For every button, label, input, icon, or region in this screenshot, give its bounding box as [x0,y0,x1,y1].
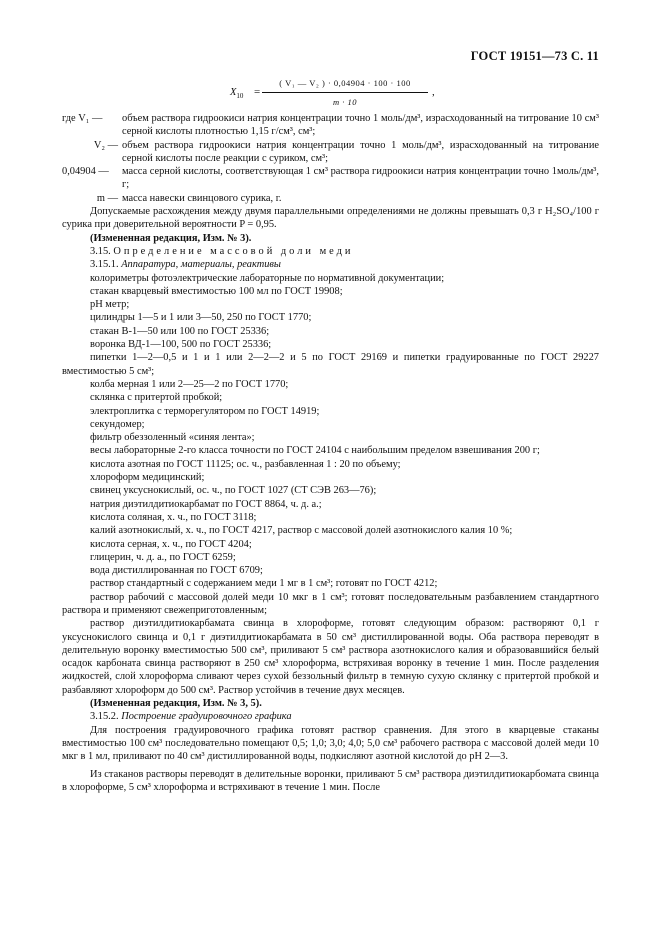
list-item: колориметры фотоэлектрические лабораторные по нормативной документации; [90,272,445,284]
amendment-note: (Измененная редакция, Изм. № 3). [90,232,252,244]
list-item: раствор стандартный с содержанием меди 1 мг в 1 см³; готовят по ГОСТ 4212; [90,578,438,590]
section-number: 3.15. [90,245,111,257]
section-3-15-1-heading [62,258,599,271]
list-item: весы лабораторные 2-го класса точности по ГОСТ 24104 с наибольшим пределом взвешивания 200 г; [90,445,540,457]
section-title: Определение массовой доли меди [113,245,354,257]
definition-text: масса серной кислоты, соответствующая 1 см³ раствора гидроокиси натрия концентрации точно 1моль/дм³, г; [122,166,599,191]
list-item: колба мерная 1 или 2—25—2 по ГОСТ 1770; [90,378,289,390]
section-number: 3.15.2. [90,711,119,723]
formula-fraction-bar [262,92,428,93]
formula-comma: , [432,86,435,98]
definition-term: 0,04904 — [62,166,109,178]
definition-text: объем раствора гидроокиси натрия концентрации точно 1 моль/дм³, израсходованный на титрование серной кислоты после реакции с суриком, см³; [122,139,599,164]
document-body [62,112,599,794]
section-title: Аппаратура, материалы, реактивы [121,259,281,271]
section-3-15-2-heading [62,710,599,723]
list-item: раствор рабочий с массовой долей меди 10 мкг в 1 см³; готовят последовательным разбавлением стандартного раствора и применяют свежеприготовленным; [62,591,599,616]
list-item: пипетки 1—2—0,5 и 1 и 1 или 2—2—2 и 5 по ГОСТ 29169 и пипетки градуированные по ГОСТ 29227 вместимостью 5 см³; [62,352,599,377]
list-item: фильтр обеззоленный «синяя лента»; [90,432,255,444]
list-item: хлороформ медицинский; [90,472,205,484]
formula-denominator: m · 10 [332,97,357,107]
calibration-paragraph: Для построения градуировочного графика готовят раствор сравнения. Для этого в кварцевые стаканы вместимостью 100 см³ последовательно помещают 0,5; 1,0; 3,0; 4,0; 5,0 см³ рабочего раствора с массовой долей меди 10 мкг в 1 мл, приливают по 40 см³ дистиллированной воды, подкисляют азотной кислотой до pH 2—3. [62,724,599,763]
definition-term: где V₁ — [62,113,103,124]
list-item: воронка ВД-1—100, 500 по ГОСТ 25336; [90,339,272,351]
definition-m [62,192,599,205]
definition-v1 [62,112,599,139]
list-item: pH метр; [90,299,130,311]
page-header: ГОСТ 19151—73 С. 11 [470,49,599,63]
list-item: секундомер; [90,418,145,430]
section-number: 3.15.1. [90,259,119,271]
section-title: Построение градуировочного графика [121,711,292,723]
formula-lhs: $X_{10}$ [230,87,244,101]
list-item: склянка с притертой пробкой; [90,392,223,404]
list-item: свинец уксуснокислый, ос. ч., по ГОСТ 1027 (СТ СЭВ 263—76); [90,485,377,497]
definition-text: масса навески свинцового сурика, г. [122,192,282,204]
list-item: калий азотнокислый, х. ч., по ГОСТ 4217, раствор с массовой долей азотнокислого калия 10 %; [90,525,513,537]
definition-text: объем раствора гидроокиси натрия концентрации точно 1 моль/дм³, израсходованный на титрование 10 см³ серной кислоты плотностью 1,15 г/см³, см³; [122,113,599,138]
formula-equals: = [254,86,261,98]
definition-term: m — [96,192,118,204]
list-item: кислота азотная по ГОСТ 11125; ос. ч., разбавленная 1 : 20 по объему; [90,458,401,470]
tolerance-paragraph: Допускаемые расхождения между двумя параллельными определениями не должны превышать 0,3 г H₂SO₄/100 г сурика при доверительной вероятности P = 0,95. [62,206,599,231]
list-item: раствор диэтилдитиокарбамата свинца в хлороформе, готовят следующим образом: растворяют 0,1 г уксуснокислого свинца и 0,1 г диэтилдитиокарбамата в 50 см³ дистиллированной воды. Оба раствора переводят в делительную воронку вместимостью 500 см³, приливают 5 см³ раствора азотнокислого калия и образовавшийся белый осадок карбоната свинца растворяют в 250 см³ хлороформа, встряхивая воронку в течение 1 мин. После разделения жидкостей, слой хлороформа сливают через сухой беззольный фильтр в темную сухую склянку с притертой пробкой и разбавляют хлороформ до 500 см³. Раствор устойчив в течение двух месяцев. [62,618,599,696]
list-item: цилиндры 1—5 и 1 или 3—50, 250 по ГОСТ 1770; [90,312,312,324]
definition-0-04904 [62,165,599,192]
list-item: вода дистиллированная по ГОСТ 6709; [90,565,263,577]
list-item: натрия диэтилдитиокарбамат по ГОСТ 8864, ч. д. а.; [90,498,322,510]
list-item: стакан В-1—50 или 100 по ГОСТ 25336; [90,325,270,337]
list-item: кислота серная, х. ч., по ГОСТ 4204; [90,538,252,550]
formula [230,78,460,114]
list-item: стакан кварцевый вместимостью 100 мл по ГОСТ 19908; [90,285,343,297]
formula-numerator: ( V₁ — V₂ ) · 0,04904 · 100 · 100 [279,78,411,88]
section-3-15-heading [62,245,599,258]
definition-v2 [62,139,599,166]
list-item: электроплитка с терморегулятором по ГОСТ 14919; [90,405,320,417]
list-item: кислота соляная, х. ч., по ГОСТ 3118; [90,511,257,523]
definition-term: V₂ — [93,139,118,151]
list-item: глицерин, ч. д. а., по ГОСТ 6259; [90,551,236,563]
calibration-paragraph: Из стаканов растворы переводят в делительные воронки, приливают 5 см³ раствора диэтилдитиокарбомата свинца в хлороформе, 5 см³ хлороформа и встряхивают в течение 1 мин. После [62,768,599,793]
amendment-note: (Измененная редакция, Изм. № 3, 5). [90,698,262,710]
